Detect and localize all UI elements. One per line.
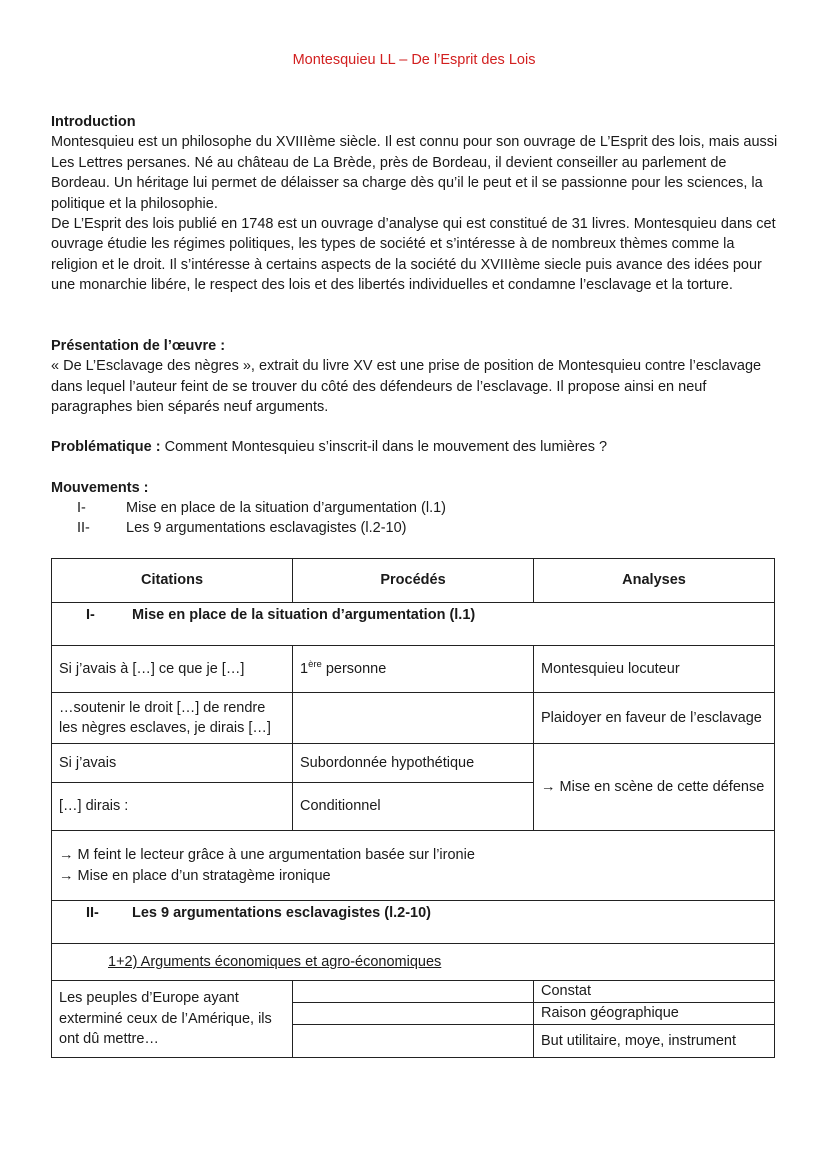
procede-number: 1 [300,660,309,677]
section-number: I- [86,607,95,623]
introduction-heading: Introduction [51,114,136,130]
header-procedes: Procédés [293,559,534,603]
presentation-section [51,336,781,418]
citation-cell: […] dirais : [52,783,293,831]
mouvements-list [51,498,551,539]
procede-cell [293,1003,534,1025]
section-title: Mise en place de la situation d’argumentation (l.1) [132,607,476,623]
table-header-row [52,559,775,603]
analyse-cell: Montesquieu locuteur [534,646,775,693]
procede-superscript: ère [308,658,322,670]
analyse-cell: Raison géographique [534,1003,775,1025]
procede-cell: Conditionnel [293,783,534,831]
analyse-cell: Constat [534,981,775,1003]
procede-text: personne [321,660,387,677]
citation-cell: …soutenir le droit […] de rendre les nègres esclaves, je dirais […] [52,693,293,744]
introduction-paragraph-1: Montesquieu est un philosophe du XVIIIème siècle. Il est connu pour son ouvrage de L’Esprit des lois, mais aussi Les Lettres persanes. Né au château de La Brède, près de Bordeau, il devient conseiller au parlement de Bordeau. Un héritage lui permet de délaisser sa charge dès qu’il le peut et il se passionne pour les sciences, la politique et la philosophie. [51,134,778,212]
procede-cell [293,646,534,693]
mouvements-heading-text: Mouvements : [51,480,149,496]
citation-cell: Si j’avais à […] ce que je […] [52,646,293,693]
table-row [52,693,775,744]
header-analyses: Analyses [534,559,775,603]
procede-cell [293,981,534,1003]
problematique-label: Problématique : [51,439,161,455]
section-row [52,901,775,944]
section-row [52,603,775,646]
presentation-heading: Présentation de l’œuvre : [51,338,226,354]
mouvement-text: Les 9 argumentations esclavagistes (l.2-10) [126,520,407,537]
mouvement-number: I- [77,500,86,516]
mouvements-heading [51,478,781,498]
introduction-paragraph-2: De L’Esprit des lois publié en 1748 est un ouvrage d’analyse qui est constitué de 31 livres. Montesquieu dans cet ouvrage étudie les régimes politiques, les types de société et s’intéresse à de nombreux thèmes comme la religion et le droit. Il s’intéresse à certains aspects de la société du XVIIIème siecle puis avance des idées pour une monarchie libére, le respect des lois et des libertés individuelles et condamne l’esclavage et la torture. [51,216,776,294]
presentation-text: « De L’Esclavage des nègres », extrait du livre XV est une prise de position de Montesquieu contre l’esclavage dans lequel l’auteur feint de se trouver du côté des défendeurs de l’esclavage. Il propose ainsi en neuf paragraphes bien séparés neuf arguments. [51,358,762,416]
subheading-cell [52,944,775,981]
table-row [52,646,775,693]
mouvement-item [51,498,551,518]
section-title: Les 9 argumentations esclavagistes (l.2-10) [132,905,431,921]
mouvement-item [51,518,551,538]
citation-cell: Les peuples d’Europe ayant exterminé ceux de l’Amérique, ils ont dû mettre… [52,981,293,1058]
document-title: Montesquieu LL – De l’Esprit des Lois [292,52,536,68]
analyse-cell: Plaidoyer en faveur de l’esclavage [534,693,775,744]
introduction-section [51,112,781,296]
analyse-cell: → Mise en scène de cette défense [534,744,775,831]
analysis-table [51,558,775,1058]
analyse-cell: But utilitaire, moye, instrument [534,1025,775,1058]
subheading-text: 1+2) Arguments économiques et agro-économiques [108,953,442,970]
problematique-section [51,437,781,457]
procede-cell [293,1025,534,1058]
procede-cell: Subordonnée hypothétique [293,744,534,783]
mouvement-number: II- [77,520,90,537]
section-number: II- [86,905,99,921]
header-citations: Citations [52,559,293,603]
problematique-text: Comment Montesquieu s’inscrit-il dans le mouvement des lumières ? [160,439,608,455]
conclusion-row [52,831,775,901]
conclusion-cell [52,831,775,901]
procede-cell [293,693,534,744]
table-row [52,981,775,1003]
conclusion-line: → Mise en place d’un stratagème ironique [59,867,331,884]
mouvement-text: Mise en place de la situation d’argumentation (l.1) [126,500,446,516]
subheading-row [52,944,775,981]
table-row [52,744,775,783]
conclusion-line: → M feint le lecteur grâce à une argumentation basée sur l’ironie [59,847,475,864]
citation-cell: Si j’avais [52,744,293,783]
